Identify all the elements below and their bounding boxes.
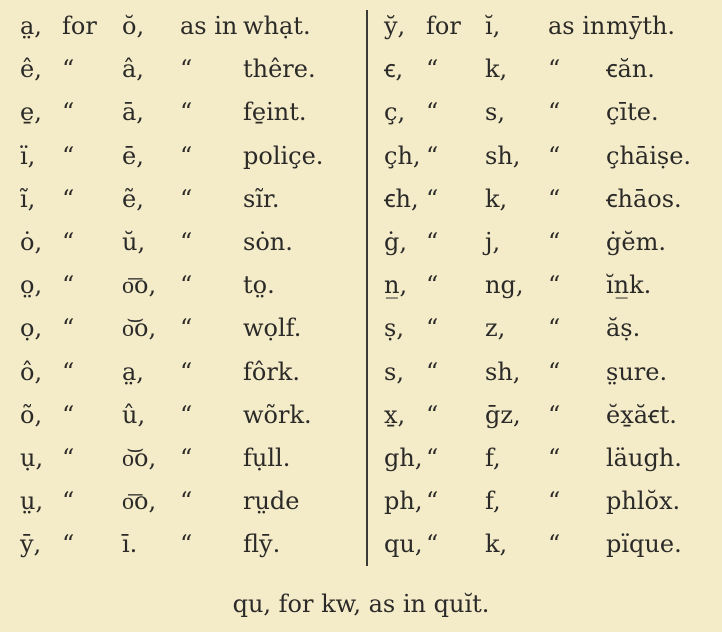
right-symbol: ç, — [384, 98, 406, 127]
right-as-in-word: as in — [548, 12, 606, 40]
left-for-word: “ — [62, 184, 75, 213]
right-as-in-word: “ — [548, 400, 561, 429]
right-for-word: “ — [426, 98, 439, 127]
right-for-word: “ — [426, 400, 439, 429]
left-for-word: “ — [62, 271, 75, 300]
left-example: sȯn. — [243, 228, 293, 256]
left-for-word: for — [62, 12, 97, 40]
right-as-in-word: “ — [548, 444, 561, 472]
left-equivalent: a̤, — [122, 357, 144, 386]
left-equivalent: o͞o, — [122, 487, 157, 516]
right-symbol: ph, — [384, 487, 423, 516]
right-as-in-word: “ — [548, 314, 561, 343]
left-as-in-word: “ — [180, 141, 193, 170]
right-example: ĕx̱ăꞓt. — [606, 400, 677, 429]
right-equivalent: k, — [485, 530, 508, 559]
right-equivalent: f, — [485, 487, 501, 516]
left-symbol: e̱, — [20, 98, 42, 127]
left-as-in-word: “ — [180, 530, 193, 559]
left-equivalent: ē, — [122, 141, 144, 170]
right-example: çhāiṣe. — [606, 141, 692, 170]
left-as-in-word: “ — [180, 487, 193, 516]
right-equivalent: j, — [485, 228, 501, 256]
right-symbol: ꞓ, — [384, 55, 404, 84]
right-symbol: ġ, — [384, 228, 407, 256]
left-as-in-word: “ — [180, 357, 193, 386]
left-equivalent: ẽ, — [122, 184, 144, 213]
right-symbol: ṣ, — [384, 314, 404, 343]
right-as-in-word: “ — [548, 228, 561, 256]
right-symbol: qu, — [384, 530, 423, 559]
left-symbol: ê, — [20, 55, 42, 84]
left-for-word: “ — [62, 98, 75, 127]
left-symbol: ô, — [20, 357, 43, 386]
left-symbol: ï, — [20, 141, 36, 170]
left-as-in-word: “ — [180, 184, 193, 213]
left-equivalent: o͝o, — [122, 314, 157, 343]
left-equivalent: ā, — [122, 98, 144, 127]
column-divider — [366, 10, 368, 566]
left-as-in-word: “ — [180, 55, 193, 84]
left-example: fe̱int. — [243, 98, 307, 127]
right-example: läugh. — [606, 444, 682, 472]
left-symbol: ụ, — [20, 444, 44, 472]
right-for-word: “ — [426, 530, 439, 559]
right-symbol: y̆, — [384, 12, 406, 40]
left-symbol: ọ, — [20, 314, 43, 343]
right-equivalent: z, — [485, 314, 506, 343]
right-equivalent: ḡz, — [485, 400, 521, 429]
left-equivalent: ŏ, — [122, 12, 145, 40]
right-example: ġĕm. — [606, 228, 666, 256]
right-for-word: “ — [426, 357, 439, 386]
left-for-word: “ — [62, 228, 75, 256]
left-as-in-word: “ — [180, 400, 193, 429]
right-for-word: “ — [426, 228, 439, 256]
right-as-in-word: “ — [548, 357, 561, 386]
right-for-word: “ — [426, 55, 439, 84]
left-equivalent: o͞o, — [122, 271, 157, 300]
left-symbol: o̤, — [20, 271, 43, 300]
right-example: ĭn̲k. — [606, 271, 652, 300]
right-as-in-word: “ — [548, 271, 561, 300]
left-as-in-word: “ — [180, 228, 193, 256]
left-example: whạt. — [243, 12, 311, 40]
right-equivalent: sh, — [485, 141, 521, 170]
left-symbol: a̤, — [20, 12, 42, 40]
right-example: mȳth. — [606, 12, 676, 40]
right-example: phlŏx. — [606, 487, 681, 516]
left-for-word: “ — [62, 444, 75, 472]
right-equivalent: k, — [485, 55, 508, 84]
right-symbol: ꞓh, — [384, 184, 419, 213]
left-example: fụll. — [243, 444, 291, 472]
right-symbol: çh, — [384, 141, 421, 170]
right-example: çīte. — [606, 98, 659, 127]
left-as-in-word: “ — [180, 314, 193, 343]
left-symbol: ȯ, — [20, 228, 43, 256]
left-equivalent: o͝o, — [122, 444, 157, 472]
left-for-word: “ — [62, 357, 75, 386]
left-example: rṳde — [243, 487, 300, 516]
left-symbol: ĩ, — [20, 184, 36, 213]
right-symbol: gh, — [384, 444, 423, 472]
left-symbol: ȳ, — [20, 530, 42, 559]
right-example: s̤ure. — [606, 357, 668, 386]
right-example: pïque. — [606, 530, 682, 559]
left-for-word: “ — [62, 487, 75, 516]
left-equivalent: ī. — [122, 530, 138, 559]
left-symbol: õ, — [20, 400, 43, 429]
right-symbol: n̲, — [384, 271, 408, 300]
right-for-word: for — [426, 12, 461, 40]
right-example: ăṣ. — [606, 314, 641, 343]
left-example: flȳ. — [243, 530, 281, 559]
right-equivalent: ng, — [485, 271, 524, 300]
left-equivalent: ŭ, — [122, 228, 146, 256]
right-for-word: “ — [426, 184, 439, 213]
right-for-word: “ — [426, 141, 439, 170]
right-equivalent: ĭ, — [485, 12, 501, 40]
right-equivalent: f, — [485, 444, 501, 472]
right-example: ꞓhāos. — [606, 184, 682, 213]
left-as-in-word: “ — [180, 98, 193, 127]
left-example: wọlf. — [243, 314, 302, 343]
right-for-word: “ — [426, 314, 439, 343]
right-symbol: s, — [384, 357, 404, 386]
right-as-in-word: “ — [548, 530, 561, 559]
left-example: fôrk. — [243, 357, 300, 386]
right-for-word: “ — [426, 271, 439, 300]
left-example: to̤. — [243, 271, 275, 300]
left-as-in-word: “ — [180, 444, 193, 472]
right-for-word: “ — [426, 487, 439, 516]
left-for-word: “ — [62, 141, 75, 170]
footer-line: qu, for kw, as in quĭt. — [232, 590, 490, 618]
left-as-in-word: as in — [180, 12, 238, 40]
left-example: wõrk. — [243, 400, 312, 429]
left-for-word: “ — [62, 55, 75, 84]
left-equivalent: â, — [122, 55, 144, 84]
right-example: ꞓăn. — [606, 55, 655, 84]
right-symbol: x̱, — [384, 400, 406, 429]
left-symbol: ṳ, — [20, 487, 44, 516]
right-as-in-word: “ — [548, 98, 561, 127]
left-example: sĩr. — [243, 184, 280, 213]
right-as-in-word: “ — [548, 184, 561, 213]
right-equivalent: sh, — [485, 357, 521, 386]
left-for-word: “ — [62, 314, 75, 343]
right-equivalent: k, — [485, 184, 508, 213]
right-as-in-word: “ — [548, 55, 561, 84]
left-as-in-word: “ — [180, 271, 193, 300]
left-equivalent: û, — [122, 400, 146, 429]
left-example: poliçe. — [243, 141, 324, 170]
right-as-in-word: “ — [548, 141, 561, 170]
left-for-word: “ — [62, 530, 75, 559]
left-example: thêre. — [243, 55, 316, 84]
right-equivalent: s, — [485, 98, 505, 127]
right-as-in-word: “ — [548, 487, 561, 516]
right-for-word: “ — [426, 444, 439, 472]
left-for-word: “ — [62, 400, 75, 429]
